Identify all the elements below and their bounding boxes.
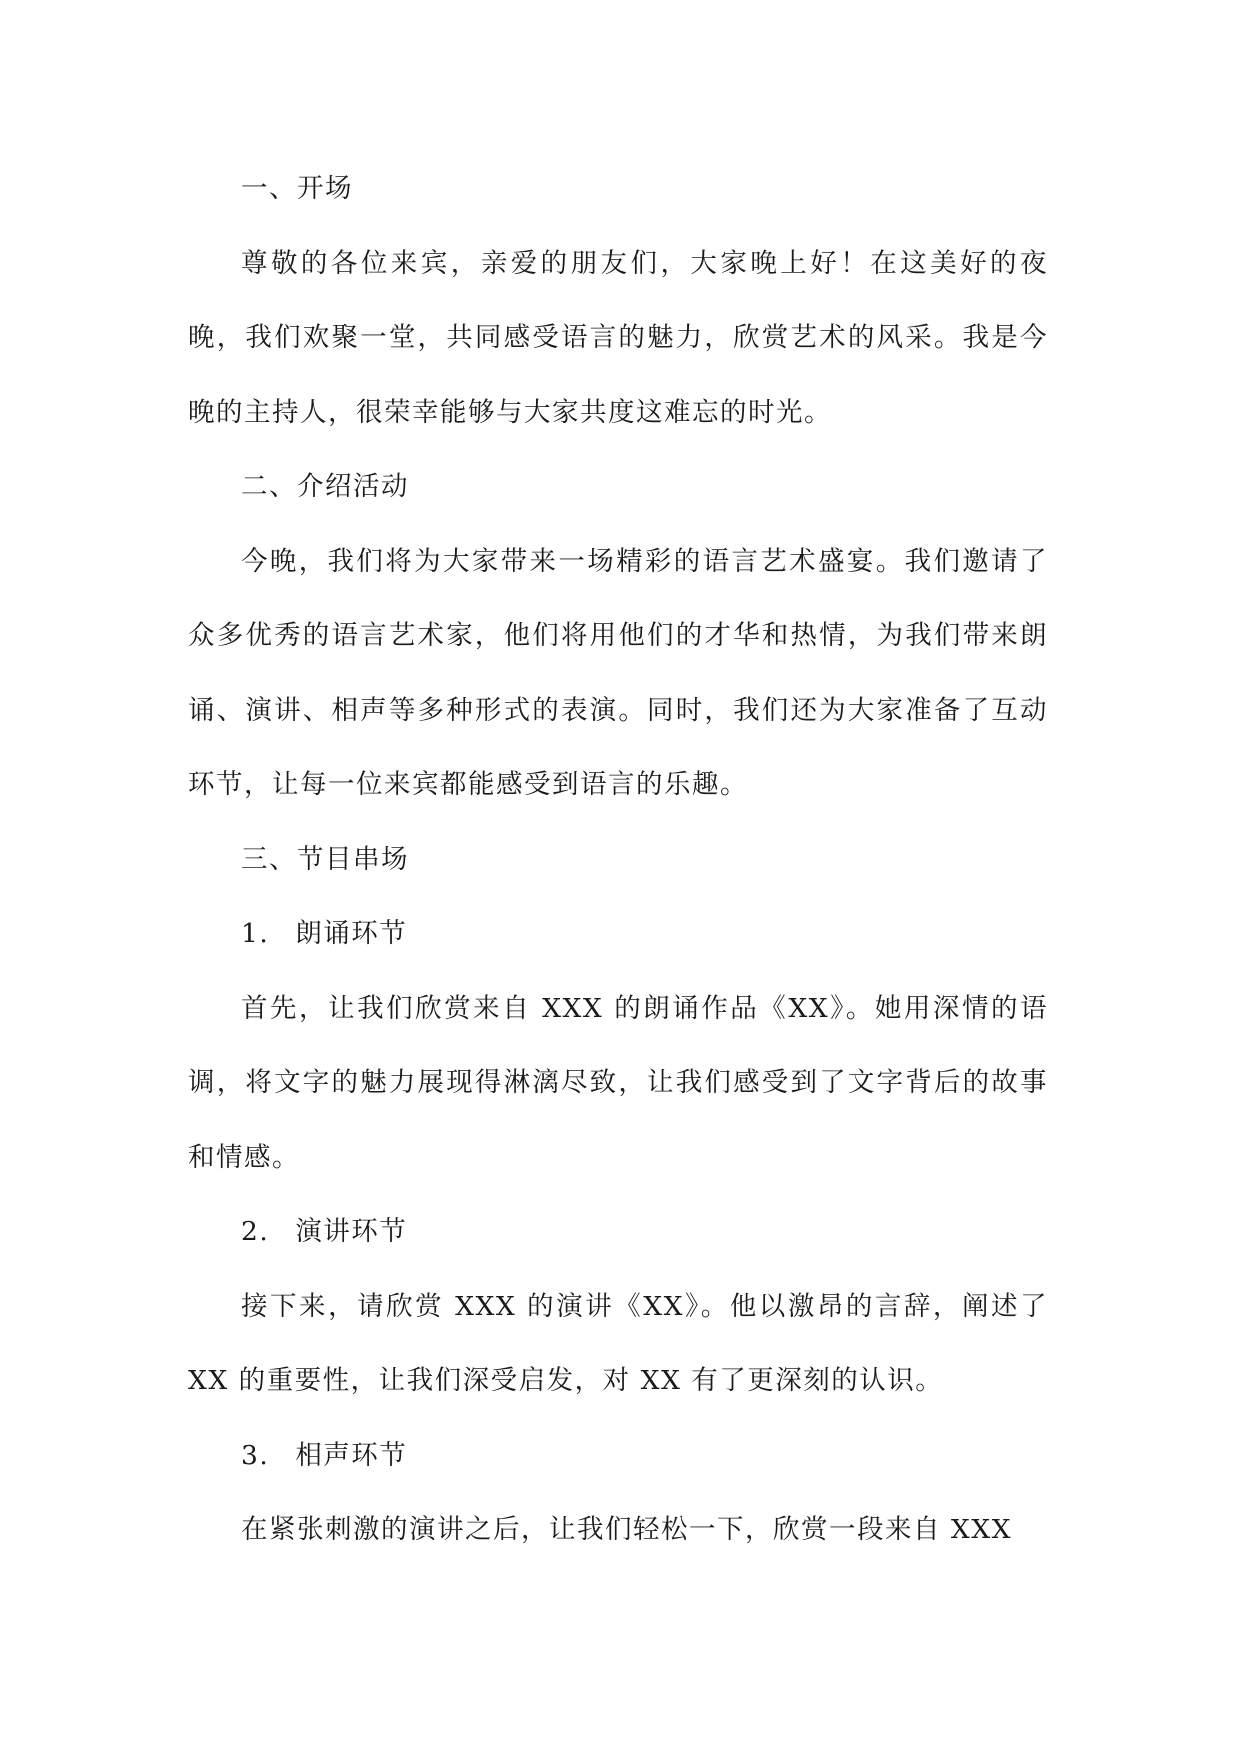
list-item-recitation <box>188 897 1048 972</box>
section-heading-program: 三、节目串场 <box>241 843 409 875</box>
list-item-title: 朗诵环节 <box>295 918 408 949</box>
section-heading-introduction: 二、介绍活动 <box>241 471 409 502</box>
paragraph-speech: 接下来，请欣赏 XXX 的演讲《XX》。他以激昂的言辞，阐述了 XX 的重要性，让我们深受启发，对 XX 有了更深刻的认识。 <box>188 1290 1048 1396</box>
section-heading-opening: 一、开场 <box>241 173 353 204</box>
list-number: 3. <box>241 1439 270 1471</box>
list-item-title: 相声环节 <box>295 1439 408 1471</box>
list-number: 2. <box>241 1216 270 1247</box>
paragraph-recitation: 首先，让我们欣赏来自 XXX 的朗诵作品《XX》。她用深情的语调，将文字的魅力展现得淋漓尽致，让我们感受到了文字背后的故事和情感。 <box>188 992 1048 1173</box>
list-item-crosstalk <box>188 1419 1048 1494</box>
paragraph-introduction: 今晚，我们将为大家带来一场精彩的语言艺术盛宴。我们邀请了众多优秀的语言艺术家，他们将用他们的才华和热情，为我们带来朗诵、演讲、相声等多种形式的表演。同时，我们还为大家准备了互动环节，让每一位来宾都能感受到语言的乐趣。 <box>188 545 1048 800</box>
list-item-speech <box>188 1195 1048 1270</box>
list-number: 1. <box>241 918 270 949</box>
list-item-title: 演讲环节 <box>295 1216 408 1247</box>
paragraph-opening: 尊敬的各位来宾，亲爱的朋友们，大家晚上好！在这美好的夜晚，我们欢聚一堂，共同感受语言的魅力，欣赏艺术的风采。我是今晚的主持人，很荣幸能够与大家共度这难忘的时光。 <box>188 247 1048 428</box>
paragraph-crosstalk: 在紧张刺激的演讲之后，让我们轻松一下，欣赏一段来自 XXX <box>241 1514 1013 1545</box>
document-body <box>188 152 1048 1568</box>
